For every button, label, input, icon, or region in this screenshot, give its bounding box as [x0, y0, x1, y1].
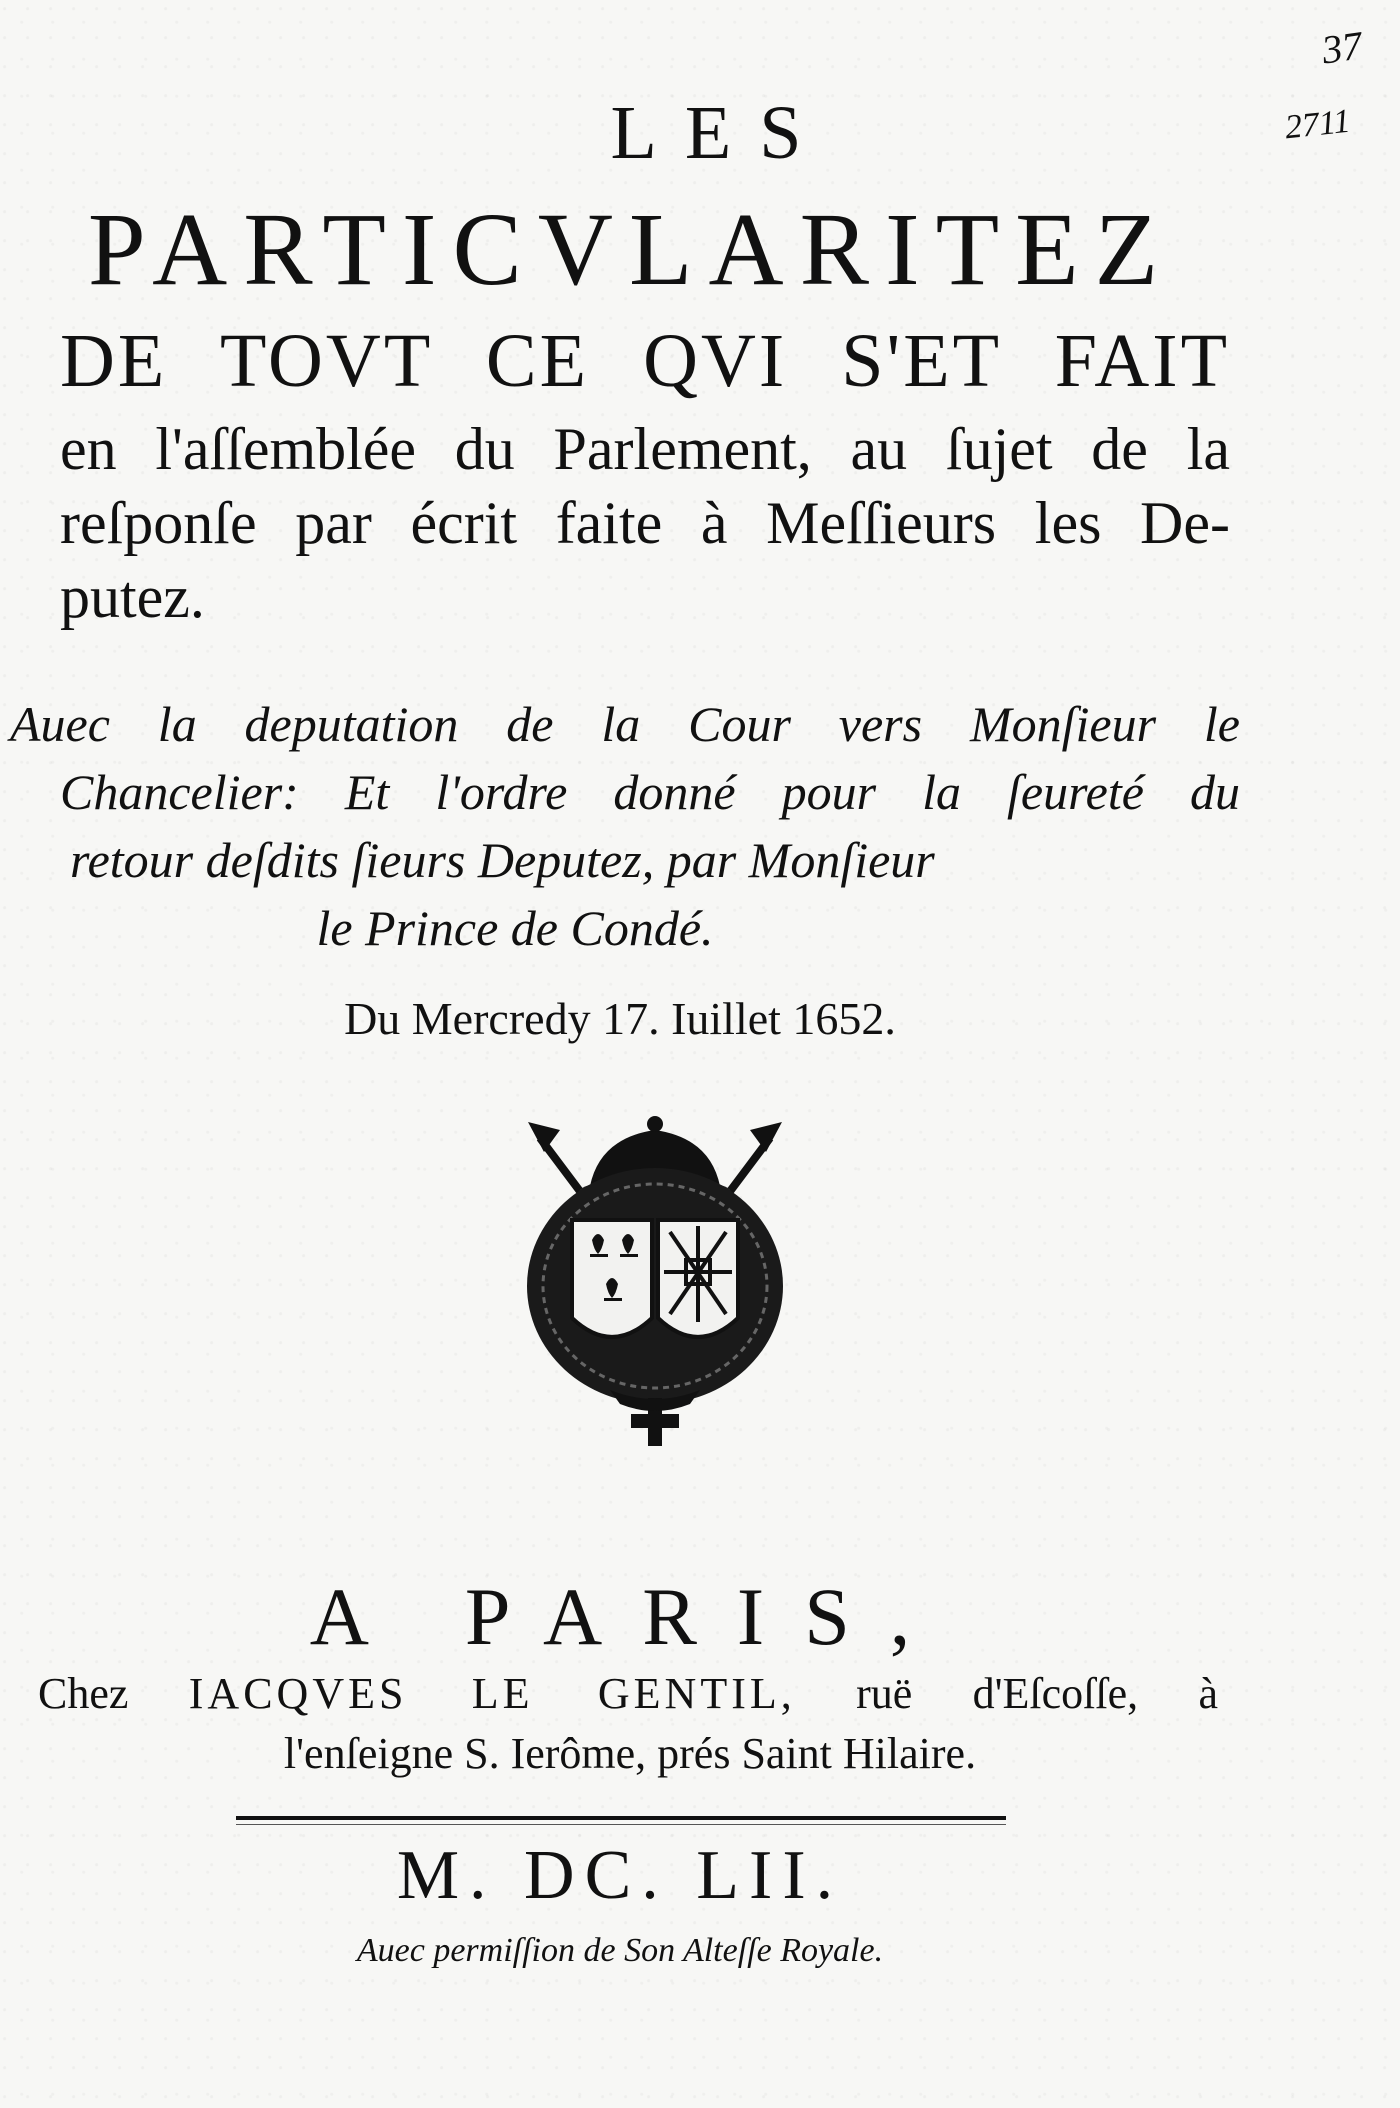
- title-main: PARTICVLARITEZ: [87, 192, 1175, 307]
- title-les: LES: [610, 91, 830, 175]
- imprint-address: l'enſeigne S. Ierôme, prés Saint Hilaire.: [283, 1729, 977, 1778]
- printer-suffix: ruë d'Eſcoſſe, à: [856, 1669, 1219, 1718]
- shelfmark: 2711: [1282, 102, 1352, 147]
- title-body-line: reſponſe par écrit faite à Meſſieurs les De-: [60, 490, 1230, 556]
- title-body: [60, 412, 1230, 634]
- royal-coat-of-arms-icon: [520, 1108, 790, 1456]
- divider-rule-thin: [236, 1824, 1006, 1825]
- imprint-printer-line: [38, 1668, 1218, 1719]
- printer-prefix: Chez: [38, 1669, 129, 1718]
- title-sub: DE TOVT CE QVI S'ET FAIT: [60, 319, 1230, 403]
- imprint-permission: Auec permiſſion de Son Alteſſe Royale.: [356, 1932, 884, 1969]
- italic-subtitle-line: le Prince de Condé.: [316, 900, 714, 956]
- italic-subtitle-line: Chancelier: Et l'ordre donné pour la ſeureté du: [60, 764, 1240, 820]
- italic-subtitle: [10, 690, 1240, 962]
- divider-rule: [236, 1816, 1006, 1820]
- italic-subtitle-line: Auec la deputation de la Cour vers Monſieur le: [10, 696, 1240, 752]
- printer-name: IACQVES LE GENTIL,: [188, 1669, 796, 1718]
- date-line: Du Mercredy 17. Iuillet 1652.: [344, 993, 896, 1044]
- folio-number: 37: [1319, 22, 1365, 73]
- imprint-place: A PARIS,: [309, 1571, 951, 1662]
- title-body-line: putez.: [60, 564, 205, 630]
- imprint-year: M. DC. LII.: [396, 1837, 844, 1914]
- italic-subtitle-line: retour deſdits ſieurs Deputez, par Monſieur: [70, 832, 935, 888]
- title-body-line: en l'aſſemblée du Parlement, au ſujet de la: [60, 416, 1230, 482]
